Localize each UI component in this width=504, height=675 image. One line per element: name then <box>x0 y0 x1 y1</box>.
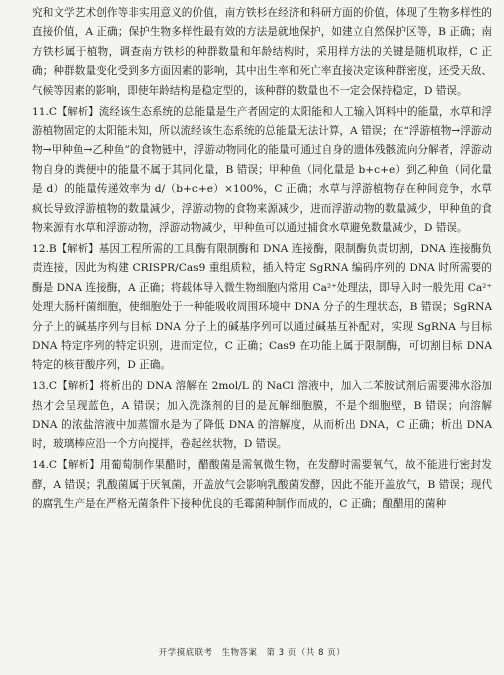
paragraph-text: 流经该生态系统的总能量是生产者固定的太阳能和人工输入饵料中的能量，水草和浮游植物固定的太阳能未知，所以流经该生态系统的总能量无法计算，A 错误；在“浮游植物→浮游动物→甲种鱼→乙种鱼”的食物链中，浮游动物同化的能量可通过自身的遗体残骸流向分解者，浮游动物自身的粪便中的能量不属于其同化量，B 错误；甲种鱼（同化量是 b+c+e）到乙种鱼（同化量是 d）的能量传递效率为 d/（b+c+e）×100%，C 正确；水草与浮游植物存在种间竞争，水草疯长导致浮游植物的数量减少，浮游动物的食物来源减少，进而浮游动物的数量减少，甲种鱼的食物来源有水草和浮游动物，浮游动物减少，甲种鱼可以通过捕食水草避免数量减少，D 错误。 <box>32 105 493 234</box>
paragraph-text: 究和文学艺术创作等非实用意义的价值，南方铁杉在经济和科研方面的价值，体现了生物多样性的直接价值，A 正确；保护生物多样性最有效的方法是就地保护，如建立自然保护区等，B 正确；南方铁杉属于植物，调查南方铁杉的种群数量和年龄结构时，采用样方法的关键是随机取样，C 正确；种群数量变化受到多方面因素的影响，其中出生率和死亡率直接决定该种群密度，还受天敌、气候等因素的影响，即使年龄结构是稳定型的，该种群的数量也不一定会保持稳定，D 错误。 <box>32 7 492 97</box>
question-number: 13.C <box>32 380 57 393</box>
paragraph-text: 用葡萄制作果醋时，醋酸菌是需氧微生物，在发酵时需要氧气，故不能进行密封发酵，A 错误；乳酸菌属于厌氧菌，开盖放气会影响乳酸菌发酵，因此不能开盖放气，B 错误；现代的腐乳生产是在严格无菌条件下接种优良的毛霉菌种制作而成的，C 正确；酿醋用的菌种 <box>32 459 493 511</box>
analysis-tag: 【解析】 <box>56 242 99 255</box>
analysis-tag: 【解析】 <box>56 459 101 472</box>
analysis-tag: 【解析】 <box>56 380 100 393</box>
paragraph-text: 将析出的 DNA 溶解在 2mol/L 的 NaCl 溶液中，加入二苯胺试剂后需要沸水浴加热才会呈现蓝色，A 错误；加入洗涤剂的目的是瓦解细胞膜，不是个细胞壁，B 错误；向溶解 DNA 的浓盐溶液中加蒸馏水是为了降低 DNA 的溶解度，从而析出 DNA，C 正确；析出 DNA 时，玻璃棒应沿一个方向搅拌，卷起丝状物，D 错误。 <box>32 380 492 451</box>
analysis-tag: 【解析】 <box>56 105 99 118</box>
question-number: 11.C <box>32 105 57 118</box>
answer-explanations <box>32 4 492 516</box>
paragraph-q11 <box>32 103 492 239</box>
paragraph-q12 <box>32 240 492 376</box>
paragraph-q13 <box>32 377 492 455</box>
page-footer: 开学摸底联考 生物答案 第 3 页（共 8 页） <box>158 647 346 657</box>
question-number: 14.C <box>32 459 57 472</box>
question-number: 12.B <box>32 242 57 255</box>
paragraph-text: 基因工程所需的工具酶有限制酶和 DNA 连接酶，限制酶负责切割，DNA 连接酶负责连接，因此为构建 CRISPR/Cas9 重组质粒，插入特定 SgRNA 编码序列的 DNA 时所需要的酶是 DNA 连接酶，A 正确；将载体导入微生物细胞内常用 Ca²⁺处理法，即导入时一般先用 Ca²⁺处理大肠杆菌细胞，使细胞处于一种能吸收周围环境中 DNA 分子的生理状态，B 错误；SgRNA 分子上的碱基序列与目标 DNA 分子上的碱基序列可以通过碱基互补配对，实现 SgRNA 与目标 DNA 特定序列的特定识别，进而定位，C 正确；Cas9 在功能上属于限制酶，可切割目标 DNA 特定的核苷酸序列，D 正确。 <box>32 242 492 372</box>
paragraph-q10-continuation <box>32 4 492 101</box>
paragraph-q14 <box>32 456 492 514</box>
